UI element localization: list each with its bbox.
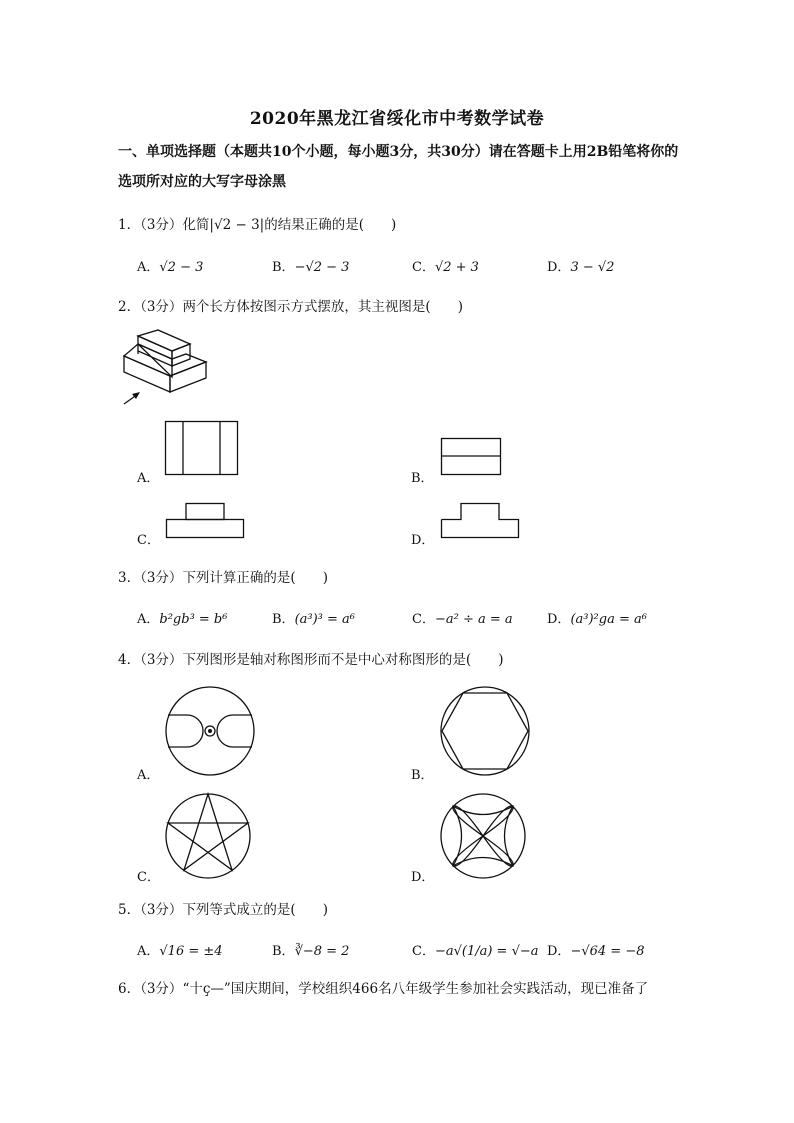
q5-option-a[interactable]: A．√16 = ±4 <box>137 944 223 959</box>
q4-option-d-label[interactable]: D． <box>411 870 435 885</box>
question-stem: 下列等式成立的是( ) <box>182 902 328 918</box>
question-number: 1． <box>118 217 141 233</box>
q3-option-a[interactable]: A．b²gb³ = b⁶ <box>137 612 228 627</box>
q2-option-a-label[interactable]: A． <box>137 471 160 486</box>
q3-option-d[interactable]: D．(a³)²ga = a⁶ <box>547 612 647 627</box>
question-stem: 化简|√2 − 3|的结果正确的是( ) <box>182 217 397 233</box>
q2-option-b-figure[interactable] <box>441 438 501 476</box>
q4-option-b-figure[interactable] <box>440 686 530 776</box>
question-3 <box>118 566 328 586</box>
question-score: （3分） <box>140 652 183 668</box>
question-stem: 下列图形是轴对称图形而不是中心对称图形的是( ) <box>182 652 504 668</box>
q2-option-d-label[interactable]: D． <box>411 533 435 548</box>
q4-option-d-figure[interactable] <box>440 793 526 879</box>
q4-option-a-figure[interactable] <box>165 686 255 776</box>
question-4 <box>118 648 503 668</box>
question-score: （3分） <box>140 902 183 918</box>
q4-option-c-label[interactable]: C． <box>137 870 160 885</box>
stacked-boxes-figure <box>118 328 218 408</box>
q5-option-b[interactable]: B．∛−8 = 2 <box>272 944 350 959</box>
q2-option-d-figure[interactable] <box>441 503 519 539</box>
q2-option-a-figure[interactable] <box>165 421 239 475</box>
q1-option-b[interactable]: B．−√2 − 3 <box>272 260 350 275</box>
question-2 <box>118 295 463 315</box>
q4-option-a-label[interactable]: A． <box>137 768 160 783</box>
question-1 <box>118 213 396 233</box>
q2-option-c-label[interactable]: C． <box>137 533 160 548</box>
question-number: 4． <box>118 652 141 668</box>
q1-option-a[interactable]: A．√2 − 3 <box>137 260 204 275</box>
question-score: （3分） <box>140 299 183 315</box>
q3-option-b[interactable]: B．(a³)³ = a⁶ <box>272 612 355 627</box>
q2-option-c-figure[interactable] <box>166 503 244 539</box>
question-score: （3分） <box>140 981 183 997</box>
question-number: 3． <box>118 570 141 586</box>
question-score: （3分） <box>140 217 183 233</box>
question-stem: 两个长方体按图示方式摆放，其主视图是( ) <box>182 299 463 315</box>
question-stem: 下列计算正确的是( ) <box>182 570 328 586</box>
question-number: 2． <box>118 299 141 315</box>
page-title: 2020年黑龙江省绥化市中考数学试卷 <box>249 109 545 129</box>
q5-option-c[interactable]: C．−a√(1/a) = √−a <box>412 944 539 959</box>
q5-option-d[interactable]: D．−√64 = −8 <box>547 944 645 959</box>
question-number: 5． <box>118 902 141 918</box>
question-stem: “十ç—”国庆期间，学校组织466名八年级学生参加社会实践活动，现已准备了 <box>182 981 649 997</box>
q1-option-c[interactable]: C．√2 + 3 <box>412 260 479 275</box>
question-5 <box>118 898 328 918</box>
question-score: （3分） <box>140 570 183 586</box>
q2-option-b-label[interactable]: B． <box>411 471 434 486</box>
q1-option-d[interactable]: D．3 − √2 <box>547 260 615 275</box>
q4-option-c-figure[interactable] <box>165 793 251 879</box>
q4-option-b-label[interactable]: B． <box>411 768 434 783</box>
section-heading: 一、单项选择题（本题共10个小题，每小题3分，共30分）请在答题卡上用2B铅笔将你的选项所对应的大写字母涂黑 <box>118 144 679 190</box>
question-6 <box>118 977 648 997</box>
question-number: 6． <box>118 981 141 997</box>
q3-option-c[interactable]: C．−a² ÷ a = a <box>412 612 513 627</box>
